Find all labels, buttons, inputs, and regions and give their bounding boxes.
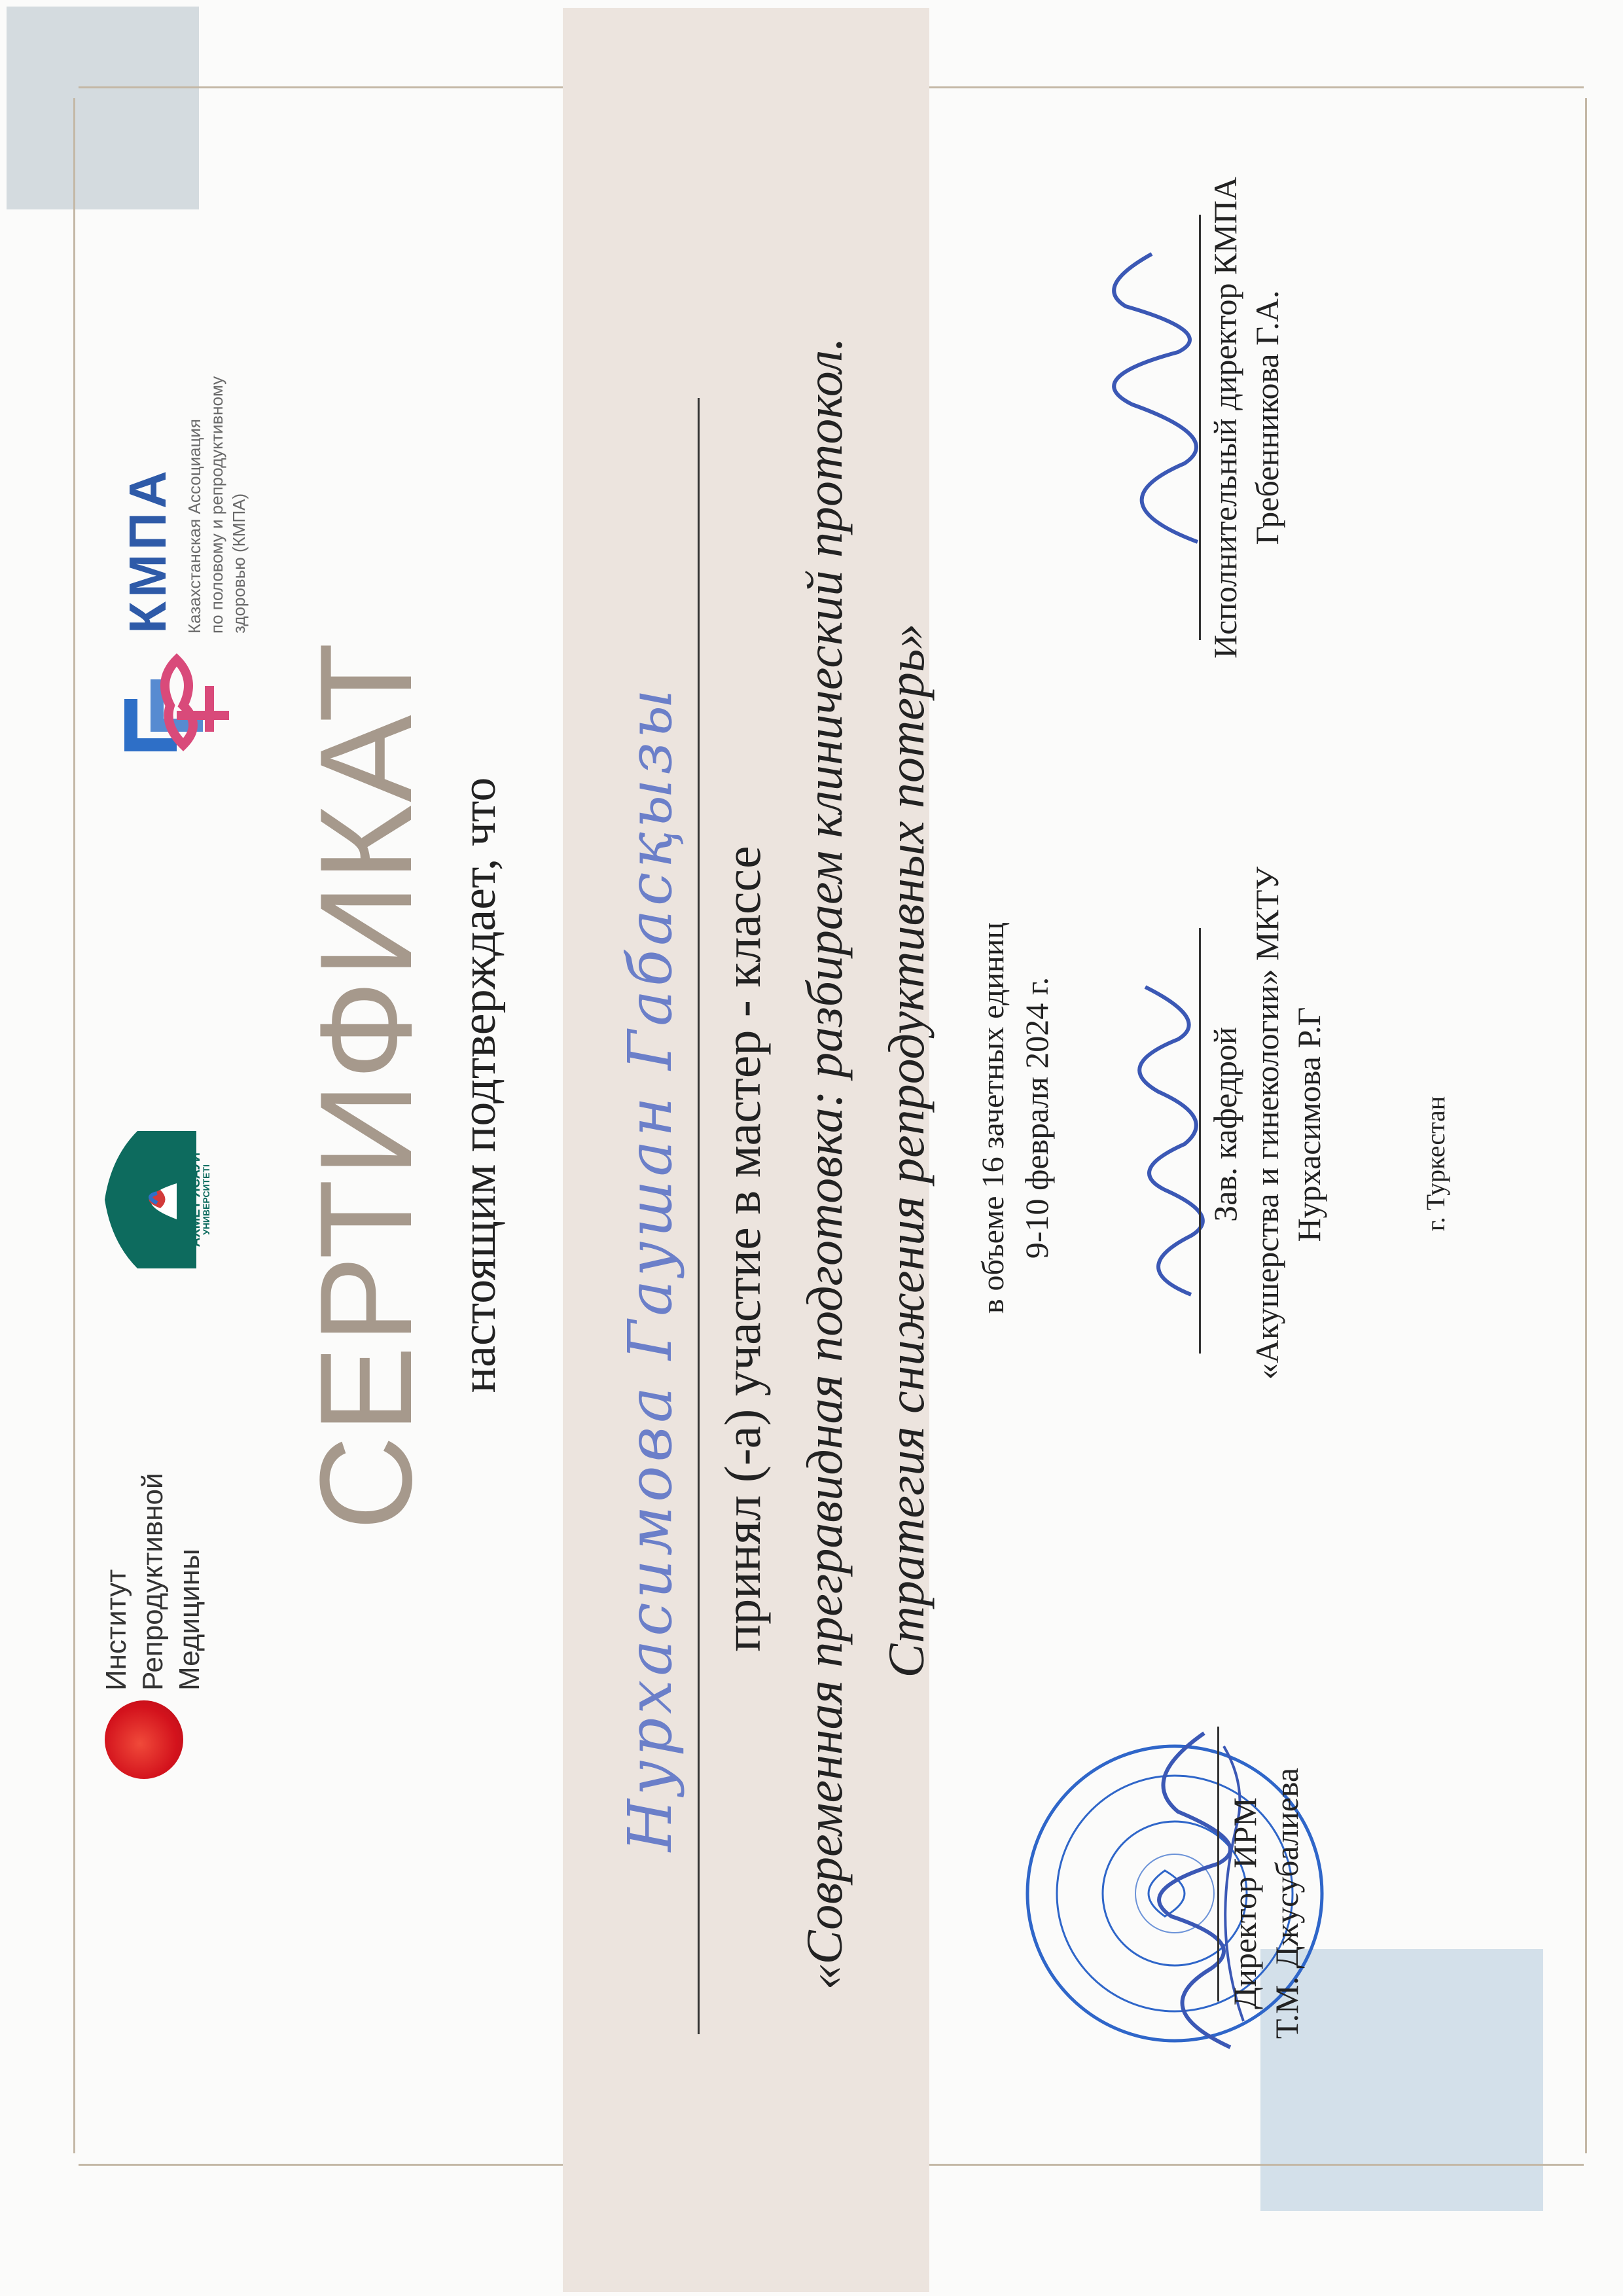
middle-signatory-name: Нурхасимова Р.Г bbox=[1291, 1007, 1327, 1242]
right-signatory-name: Гребенникова Г.А. bbox=[1249, 290, 1285, 545]
kmpa-acronym: КМПА bbox=[118, 467, 177, 634]
course-title-line-1: «Современная прегравидная подготовка: разбираем клинический протокол. bbox=[796, 337, 853, 1990]
course-title-line-2: Стратегия снижения репродуктивных потерь» bbox=[878, 623, 935, 1678]
yasawi-line-2: УНИВЕРСИТЕТІ bbox=[201, 1164, 211, 1235]
participation-text: принял (-а) участие в мастер - классе bbox=[714, 846, 771, 1652]
city-label: г. Туркестан bbox=[1421, 1096, 1450, 1232]
yasawi-university-logo bbox=[98, 1118, 209, 1282]
institute-line-1: Институт bbox=[100, 1569, 132, 1691]
middle-signatory-title: Зав. кафедрой bbox=[1207, 1027, 1243, 1222]
middle-signature-line bbox=[1199, 928, 1201, 1354]
kmpa-full-name bbox=[183, 376, 250, 634]
middle-signatory-department: «Акушерства и гинекологии» МКТУ bbox=[1249, 867, 1285, 1380]
left-signature-line bbox=[1217, 1727, 1219, 2001]
institute-logo-icon bbox=[105, 1700, 183, 1779]
right-signatory bbox=[1204, 149, 1288, 686]
right-signature-line bbox=[1199, 215, 1201, 640]
institute-line-3: Медицины bbox=[173, 1549, 205, 1691]
recipient-name-underline bbox=[698, 398, 700, 2034]
kmpa-line-1: Казахстанская Ассоциация bbox=[185, 418, 204, 634]
kmpa-line-3: здоровью (КМПА) bbox=[229, 493, 249, 634]
certificate-subtitle: настоящим подтверждает, что bbox=[452, 777, 506, 1393]
right-signatory-title: Исполнительный директор КМПА bbox=[1207, 177, 1243, 659]
credit-volume: в объеме 16 зачетных единиц bbox=[976, 922, 1010, 1314]
left-signatory-title: Директор ИРМ bbox=[1226, 1797, 1263, 2009]
institute-line-2: Репродуктивной bbox=[137, 1473, 169, 1691]
left-signatory-name: Т.М. Джусубалиева bbox=[1268, 1767, 1305, 2039]
institute-logo-text bbox=[98, 1473, 208, 1691]
yasawi-line-1: АХМЕТ ЯСАУИ bbox=[188, 1152, 203, 1247]
kmpa-line-2: по половому и репродуктивному bbox=[207, 376, 226, 634]
event-dates: 9-10 февраля 2024 г. bbox=[1018, 977, 1055, 1259]
middle-signatory bbox=[1204, 869, 1330, 1380]
kmpa-emblem-icon bbox=[111, 640, 236, 778]
left-signatory bbox=[1224, 1674, 1308, 2132]
recipient-name: Нурхасимова Гаушан Габасқызы bbox=[615, 685, 685, 1852]
certificate-title: СЕРТИФИКАТ bbox=[293, 639, 439, 1531]
